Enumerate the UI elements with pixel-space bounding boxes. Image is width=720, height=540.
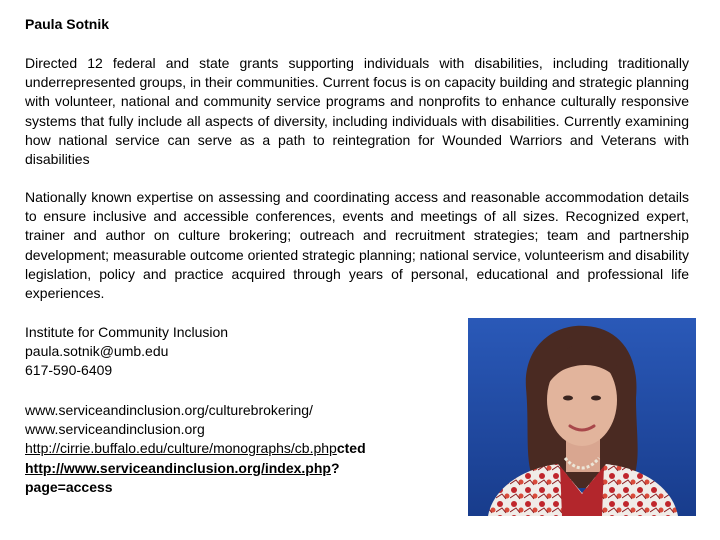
links-block	[25, 401, 366, 497]
link-index-suffix: ?	[330, 459, 340, 476]
bio-paragraph-grants: Directed 12 federal and state grants supporting individuals with disabilities, including traditionally underrepresented groups, in their communities. Current focus is on capacity building and strategic planning with volunteer, national and community service programs and nonprofits to enhance culturally responsive systems that fully include all aspects of diversity, including individuals with disabilities. Currently examining how national service can serve as a path to reintegration for Wounded Warriors and Veterans with disabilities	[25, 55, 689, 168]
link-culturebrokering[interactable]: www.serviceandinclusion.org/culturebrokering/	[25, 402, 313, 418]
link-cirrie-monograph[interactable]: http://cirrie.buffalo.edu/culture/monographs/cb.php	[25, 440, 337, 457]
link-index-page[interactable]: http://www.serviceandinclusion.org/index.php	[25, 459, 331, 476]
contact-block	[25, 323, 228, 381]
link-cirrie-suffix: cted	[336, 440, 366, 457]
link-serviceandinclusion[interactable]: www.serviceandinclusion.org	[25, 421, 205, 438]
bio-paragraph-expertise: Nationally known expertise on assessing and coordinating access and reasonable accommodation details to ensure inclusive and accessible conferences, events and meetings of all sizes. Recognized expert, trainer and author on culture brokering; outreach and recruitment strategies; team and partnership development; measurable outcome oriented strategic planning; national service, volunteerism and disability legislation, policy and practice acquired through years of personal, educational and professional life experiences.	[25, 189, 689, 302]
portrait-photo	[468, 318, 696, 516]
link-cirrie-line	[25, 439, 366, 458]
link-index-line	[25, 459, 366, 478]
portrait-photo-icon	[468, 318, 696, 516]
person-name: Paula Sotnik	[25, 16, 110, 32]
email-address[interactable]: paula.sotnik@umb.edu	[25, 343, 169, 360]
phone-number: 617-590-6409	[25, 362, 113, 379]
organization-name: Institute for Community Inclusion	[25, 324, 229, 340]
link-page-access[interactable]: page=access	[25, 478, 113, 495]
